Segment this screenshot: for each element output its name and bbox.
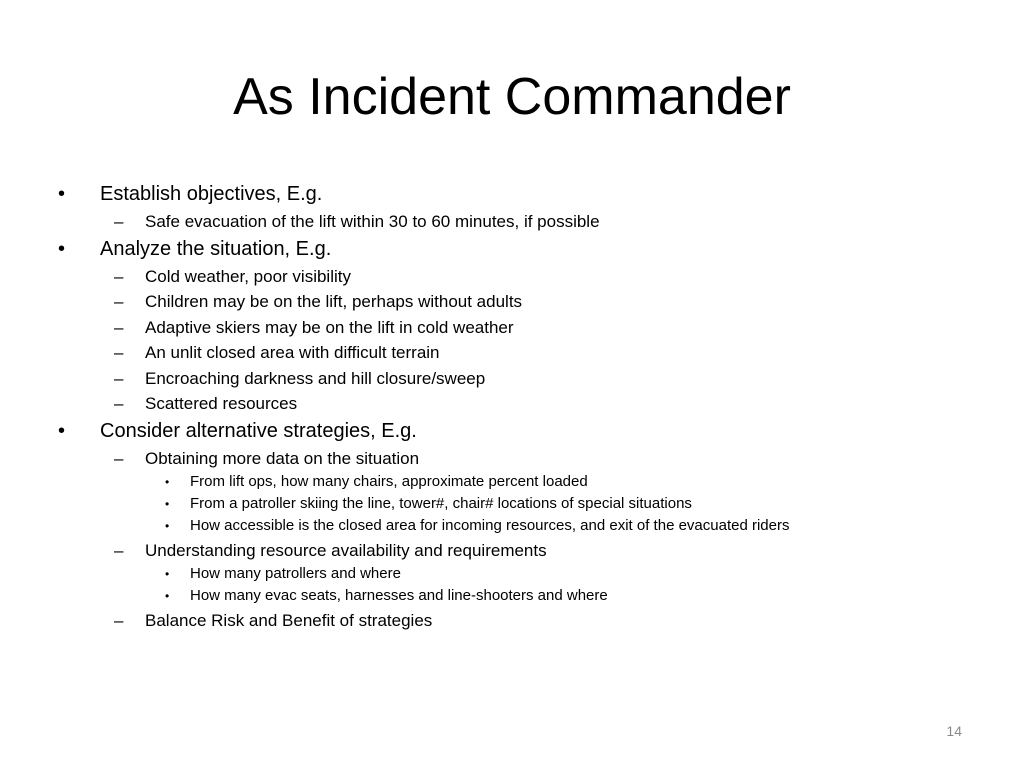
- bullet-item: [58, 235, 958, 264]
- dash-marker: –: [114, 394, 124, 413]
- dash-marker: –: [114, 317, 124, 337]
- sub-bullet-item: [58, 264, 958, 290]
- dash-marker: –: [114, 610, 124, 630]
- sub-bullet-item: [58, 608, 958, 634]
- bullet-marker: •: [58, 183, 66, 205]
- bullet-text: An unlit closed area with difficult terrain: [145, 343, 440, 362]
- sub-sub-bullet-item: [58, 563, 958, 585]
- bullet-text: Balance Risk and Benefit of strategies: [145, 610, 433, 630]
- dash-marker: –: [114, 212, 124, 231]
- bullet-marker: •: [58, 419, 66, 442]
- bullet-list: [58, 180, 958, 633]
- bullet-text: Understanding resource availability and requirements: [145, 540, 547, 560]
- bullet-text: Children may be on the lift, perhaps without adults: [145, 292, 523, 311]
- sub-bullet-item: [58, 446, 958, 472]
- bullet-text: Consider alternative strategies, E.g.: [100, 419, 417, 442]
- dash-marker: –: [114, 540, 124, 560]
- dash-marker: –: [114, 292, 124, 311]
- sub-bullet-item: [58, 538, 958, 564]
- dash-marker: –: [114, 266, 124, 286]
- bullet-item: [58, 180, 958, 209]
- sub-sub-bullet-item: [58, 585, 958, 607]
- sub-sub-bullet-item: [58, 493, 958, 515]
- bullet-marker: •: [58, 237, 66, 260]
- sub-sub-bullet-item: [58, 471, 958, 493]
- bullet-text: How accessible is the closed area for incoming resources, and exit of the evacuated riders: [190, 517, 790, 535]
- sub-bullet-item: [58, 340, 958, 366]
- bullet-marker: •: [165, 589, 170, 604]
- bullet-marker: •: [165, 567, 170, 582]
- slide-title: As Incident Commander: [233, 68, 791, 126]
- bullet-marker: •: [165, 475, 170, 489]
- bullet-text: Safe evacuation of the lift within 30 to 60 minutes, if possible: [145, 212, 600, 231]
- sub-bullet-item: [58, 289, 958, 315]
- sub-bullet-item: [58, 315, 958, 341]
- page-number: 14: [946, 723, 962, 739]
- dash-marker: –: [114, 343, 124, 362]
- bullet-text: Cold weather, poor visibility: [145, 266, 351, 286]
- sub-bullet-item: [58, 391, 958, 417]
- bullet-text: Scattered resources: [145, 394, 298, 413]
- bullet-marker: •: [165, 497, 170, 512]
- bullet-text: From a patroller skiing the line, tower#, chair# locations of special situations: [190, 495, 692, 513]
- sub-sub-bullet-item: [58, 515, 958, 537]
- sub-bullet-item: [58, 209, 958, 235]
- bullet-text: Encroaching darkness and hill closure/sweep: [145, 368, 486, 388]
- sub-bullet-item: [58, 366, 958, 392]
- dash-marker: –: [114, 368, 124, 388]
- bullet-text: Adaptive skiers may be on the lift in cold weather: [145, 317, 514, 337]
- bullet-text: How many patrollers and where: [190, 565, 401, 583]
- bullet-item: [58, 417, 958, 446]
- bullet-text: Obtaining more data on the situation: [145, 448, 420, 468]
- dash-marker: –: [114, 448, 124, 468]
- bullet-marker: •: [165, 519, 170, 534]
- bullet-text: From lift ops, how many chairs, approximate percent loaded: [190, 473, 588, 490]
- bullet-text: Analyze the situation, E.g.: [100, 237, 332, 260]
- bullet-text: How many evac seats, harnesses and line-shooters and where: [190, 587, 608, 605]
- bullet-text: Establish objectives, E.g.: [100, 183, 323, 205]
